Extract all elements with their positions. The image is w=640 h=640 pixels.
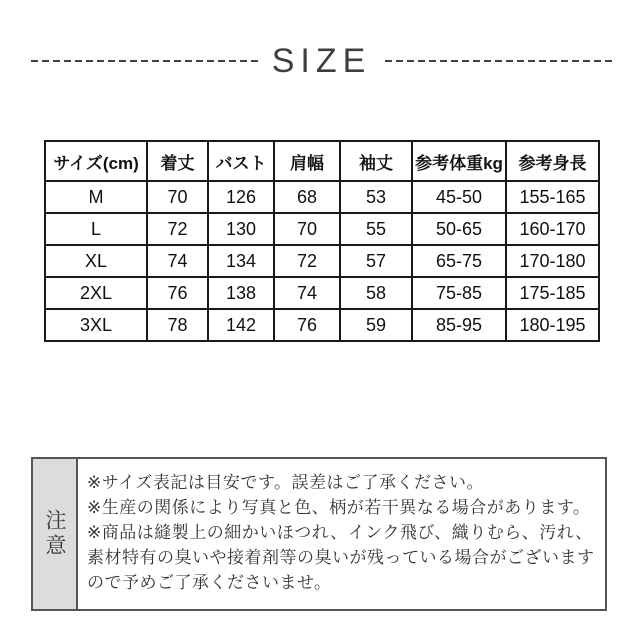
column-header: 肩幅 xyxy=(274,141,340,181)
table-row xyxy=(45,277,599,309)
table-cell: 72 xyxy=(147,213,208,245)
note-line: ※商品は縫製上の細かいほつれ、インク飛び、織りむら、汚れ、素材特有の臭いや接着剤等の臭いが残っている場合がございますので予めご了承くださいませ。 xyxy=(87,523,595,592)
size-header xyxy=(31,42,612,80)
table-cell: 2XL xyxy=(45,277,147,309)
table-cell: 3XL xyxy=(45,309,147,341)
table-cell: 130 xyxy=(208,213,274,245)
table-cell: 170-180 xyxy=(506,245,599,277)
table-cell: 76 xyxy=(147,277,208,309)
table-cell: 180-195 xyxy=(506,309,599,341)
dashed-line-right xyxy=(385,60,612,62)
table-cell: 142 xyxy=(208,309,274,341)
table-cell: 155-165 xyxy=(506,181,599,213)
table-row xyxy=(45,213,599,245)
column-header: サイズ(cm) xyxy=(45,141,147,181)
table-cell: 75-85 xyxy=(412,277,506,309)
table-cell: 45-50 xyxy=(412,181,506,213)
column-header: バスト xyxy=(208,141,274,181)
note-line: ※サイズ表記は目安です。誤差はご了承ください。 xyxy=(87,473,485,492)
table-cell: 160-170 xyxy=(506,213,599,245)
note-line: ※生産の関係により写真と色、柄が若干異なる場合があります。 xyxy=(87,498,591,517)
table-cell: L xyxy=(45,213,147,245)
table-cell: 58 xyxy=(340,277,412,309)
table-cell: 74 xyxy=(147,245,208,277)
table-body xyxy=(45,181,599,341)
table-cell: 57 xyxy=(340,245,412,277)
table-cell: 126 xyxy=(208,181,274,213)
table-cell: 72 xyxy=(274,245,340,277)
table-cell: 59 xyxy=(340,309,412,341)
table-cell: 85-95 xyxy=(412,309,506,341)
size-title: SIZE xyxy=(271,42,372,80)
table-cell: 55 xyxy=(340,213,412,245)
notice-label-text: 注意 xyxy=(43,509,66,559)
table-cell: 175-185 xyxy=(506,277,599,309)
notice-label xyxy=(33,459,78,609)
table-cell: 65-75 xyxy=(412,245,506,277)
table-cell: 53 xyxy=(340,181,412,213)
table-cell: 138 xyxy=(208,277,274,309)
table-cell: XL xyxy=(45,245,147,277)
table-cell: 74 xyxy=(274,277,340,309)
table-cell: 78 xyxy=(147,309,208,341)
column-header: 参考体重kg xyxy=(412,141,506,181)
column-header: 着丈 xyxy=(147,141,208,181)
table-cell: 50-65 xyxy=(412,213,506,245)
table-header-row xyxy=(45,141,599,181)
notice-text xyxy=(78,459,605,609)
table-row xyxy=(45,245,599,277)
column-header: 参考身長 xyxy=(506,141,599,181)
table-row xyxy=(45,181,599,213)
dashed-line-left xyxy=(31,60,258,62)
table-row xyxy=(45,309,599,341)
column-header: 袖丈 xyxy=(340,141,412,181)
size-table xyxy=(44,140,600,342)
table-cell: 70 xyxy=(274,213,340,245)
table-cell: M xyxy=(45,181,147,213)
table-cell: 70 xyxy=(147,181,208,213)
table-cell: 76 xyxy=(274,309,340,341)
notice-box xyxy=(31,457,607,611)
table-cell: 134 xyxy=(208,245,274,277)
table-cell: 68 xyxy=(274,181,340,213)
